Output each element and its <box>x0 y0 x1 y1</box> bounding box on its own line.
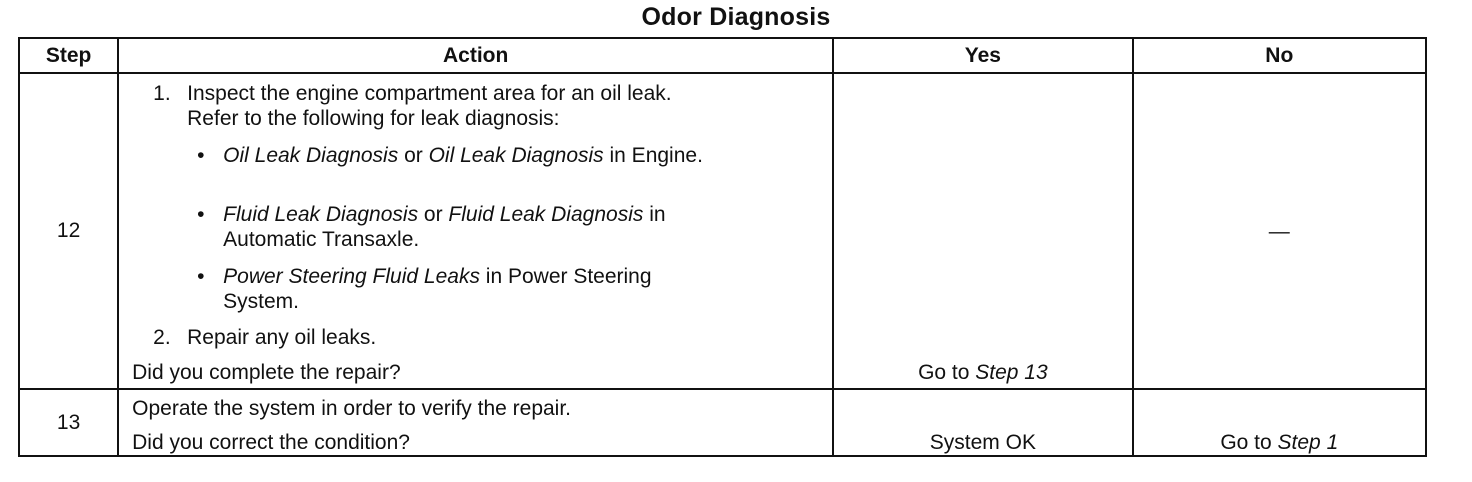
location-text: in Engine. <box>603 144 703 167</box>
step-number: 12 <box>19 73 118 389</box>
action-text: Repair any oil leaks. <box>187 326 377 349</box>
action-item-1 <box>153 82 671 106</box>
action-text: Operate the system in order to verify the repair. <box>132 397 572 420</box>
action-item-2 <box>153 326 376 350</box>
table-row-step-13 <box>19 389 1426 456</box>
bullet-item-engine <box>197 144 703 168</box>
step-number: 13 <box>19 389 118 456</box>
question-text: Did you correct the condition? <box>132 431 410 454</box>
no-result <box>1134 431 1425 455</box>
yes-cell <box>833 73 1132 389</box>
question-text: Did you complete the repair? <box>132 361 401 384</box>
bullet-icon: • <box>197 203 205 226</box>
header-no: No <box>1133 38 1426 73</box>
no-cell <box>1133 73 1426 389</box>
location-text: in Power Steering <box>479 265 652 288</box>
yes-result <box>834 361 1131 385</box>
action-text: Inspect the engine compartment area for an oil leak. <box>187 82 672 105</box>
bullet-item-power-steering <box>197 265 651 289</box>
link-step-13[interactable]: Step 13 <box>975 361 1048 384</box>
goto-text: Go to <box>918 361 976 384</box>
bullet-item-transaxle <box>197 203 665 227</box>
page-title: Odor Diagnosis <box>641 3 831 31</box>
header-action: Action <box>118 38 833 73</box>
no-cell <box>1133 389 1426 456</box>
connector-text: or <box>418 203 449 226</box>
link-step-1[interactable]: Step 1 <box>1277 431 1339 454</box>
header-row <box>19 38 1426 73</box>
action-text: Refer to the following for leak diagnosis: <box>187 107 560 130</box>
bullet-icon: • <box>197 144 205 167</box>
header-step: Step <box>19 38 118 73</box>
link-fluid-leak-diagnosis-1[interactable]: Fluid Leak Diagnosis <box>223 203 419 226</box>
item-number: 1. <box>153 82 171 105</box>
location-text: System. <box>223 290 299 313</box>
goto-text: Go to <box>1220 431 1278 454</box>
link-oil-leak-diagnosis-2[interactable]: Oil Leak Diagnosis <box>428 144 604 167</box>
action-cell <box>118 389 833 456</box>
link-fluid-leak-diagnosis-2[interactable]: Fluid Leak Diagnosis <box>448 203 644 226</box>
item-number: 2. <box>153 326 171 349</box>
yes-result: System OK <box>929 431 1036 454</box>
table-row-step-12 <box>19 73 1426 389</box>
link-oil-leak-diagnosis-1[interactable]: Oil Leak Diagnosis <box>223 144 399 167</box>
bullet-icon: • <box>197 265 205 288</box>
no-result-dash: — <box>1268 220 1290 243</box>
link-power-steering-fluid-leaks[interactable]: Power Steering Fluid Leaks <box>223 265 480 288</box>
diagnosis-table <box>18 37 1427 457</box>
action-cell <box>118 73 833 389</box>
header-yes: Yes <box>833 38 1132 73</box>
connector-text: or <box>398 144 429 167</box>
yes-cell <box>833 389 1132 456</box>
connector-text: in <box>643 203 666 226</box>
location-text: Automatic Transaxle. <box>223 228 420 251</box>
